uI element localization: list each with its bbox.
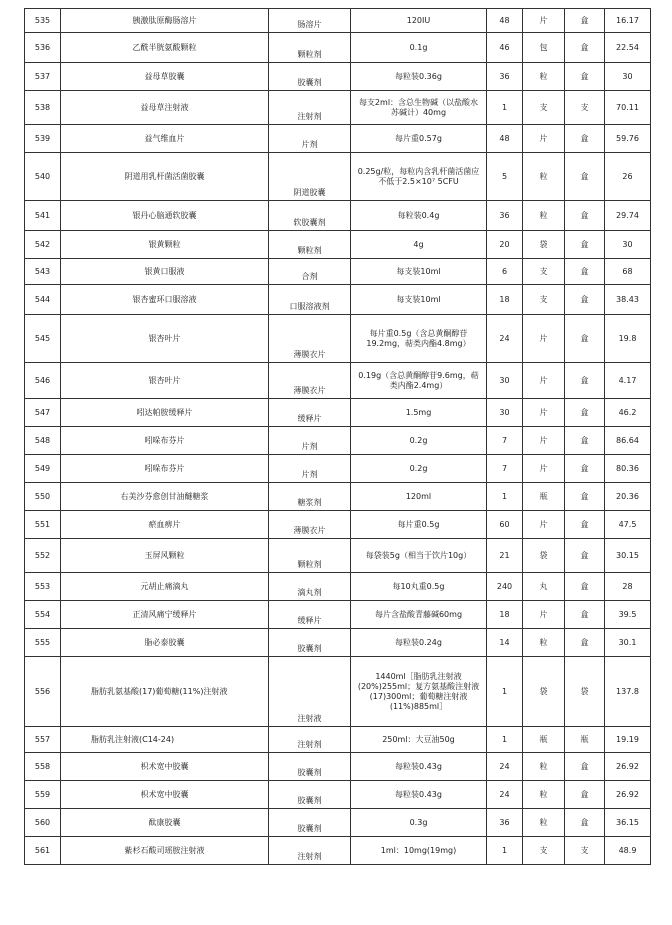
row-number-cell: 535 — [25, 9, 61, 33]
drug-name-cell: 酞康胶囊 — [61, 809, 269, 837]
package-unit-cell: 盒 — [565, 753, 605, 781]
specification-cell: 0.2g — [351, 427, 487, 455]
row-number-cell: 548 — [25, 427, 61, 455]
drug-name-cell: 银黄颗粒 — [61, 231, 269, 259]
row-number-cell: 547 — [25, 399, 61, 427]
quantity-cell: 30 — [487, 363, 523, 399]
unit-cell: 粒 — [523, 809, 565, 837]
quantity-cell: 60 — [487, 511, 523, 539]
row-number-cell: 543 — [25, 259, 61, 285]
table-row — [25, 63, 651, 91]
package-unit-cell: 盒 — [565, 315, 605, 363]
unit-cell: 片 — [523, 455, 565, 483]
dosage-form-cell: 胶囊剂 — [269, 63, 351, 91]
price-cell: 19.8 — [605, 315, 651, 363]
price-cell: 46.2 — [605, 399, 651, 427]
drug-name-cell: 银杏叶片 — [61, 315, 269, 363]
unit-cell: 袋 — [523, 539, 565, 573]
package-unit-cell: 盒 — [565, 201, 605, 231]
price-cell: 68 — [605, 259, 651, 285]
unit-cell: 片 — [523, 511, 565, 539]
package-unit-cell: 盒 — [565, 285, 605, 315]
drug-name-cell: 脂肪乳注射液(C14-24) — [61, 727, 269, 753]
quantity-cell: 30 — [487, 399, 523, 427]
drug-name-cell: 脂肪乳氨基酸(17)葡萄糖(11%)注射液 — [61, 657, 269, 727]
table-row — [25, 9, 651, 33]
drug-price-table — [24, 8, 651, 865]
unit-cell: 片 — [523, 363, 565, 399]
specification-cell: 120ml — [351, 483, 487, 511]
drug-name-cell: 瘀血痹片 — [61, 511, 269, 539]
package-unit-cell: 盒 — [565, 33, 605, 63]
row-number-cell: 561 — [25, 837, 61, 865]
dosage-form-cell: 软胶囊剂 — [269, 201, 351, 231]
table-row — [25, 511, 651, 539]
dosage-form-cell: 胶囊剂 — [269, 781, 351, 809]
table-row — [25, 201, 651, 231]
specification-cell: 每支装10ml — [351, 259, 487, 285]
price-cell: 137.8 — [605, 657, 651, 727]
package-unit-cell: 瓶 — [565, 727, 605, 753]
table-row — [25, 91, 651, 125]
table-row — [25, 483, 651, 511]
dosage-form-cell: 肠溶片 — [269, 9, 351, 33]
drug-name-cell: 脂必泰胶囊 — [61, 629, 269, 657]
package-unit-cell: 盒 — [565, 9, 605, 33]
unit-cell: 丸 — [523, 573, 565, 601]
price-cell: 36.15 — [605, 809, 651, 837]
row-number-cell: 537 — [25, 63, 61, 91]
package-unit-cell: 袋 — [565, 657, 605, 727]
price-cell: 19.19 — [605, 727, 651, 753]
price-cell: 48.9 — [605, 837, 651, 865]
unit-cell: 粒 — [523, 781, 565, 809]
unit-cell: 袋 — [523, 657, 565, 727]
quantity-cell: 1 — [487, 727, 523, 753]
price-cell: 22.54 — [605, 33, 651, 63]
specification-cell: 250ml：大豆油50g — [351, 727, 487, 753]
price-cell: 30 — [605, 63, 651, 91]
price-cell: 26.92 — [605, 781, 651, 809]
table-row — [25, 315, 651, 363]
quantity-cell: 14 — [487, 629, 523, 657]
specification-cell: 0.3g — [351, 809, 487, 837]
dosage-form-cell: 薄膜衣片 — [269, 315, 351, 363]
drug-name-cell: 右美沙芬愈创甘油醚糖浆 — [61, 483, 269, 511]
drug-name-cell: 胰激肽原酶肠溶片 — [61, 9, 269, 33]
unit-cell: 粒 — [523, 63, 565, 91]
dosage-form-cell: 注射液 — [269, 657, 351, 727]
row-number-cell: 560 — [25, 809, 61, 837]
unit-cell: 片 — [523, 315, 565, 363]
table-row — [25, 259, 651, 285]
quantity-cell: 21 — [487, 539, 523, 573]
dosage-form-cell: 注射剂 — [269, 91, 351, 125]
package-unit-cell: 盒 — [565, 511, 605, 539]
price-cell: 30 — [605, 231, 651, 259]
quantity-cell: 24 — [487, 753, 523, 781]
row-number-cell: 539 — [25, 125, 61, 153]
unit-cell: 支 — [523, 259, 565, 285]
dosage-form-cell: 片剂 — [269, 125, 351, 153]
package-unit-cell: 盒 — [565, 399, 605, 427]
row-number-cell: 555 — [25, 629, 61, 657]
specification-cell: 每支装10ml — [351, 285, 487, 315]
dosage-form-cell: 片剂 — [269, 455, 351, 483]
unit-cell: 支 — [523, 837, 565, 865]
quantity-cell: 46 — [487, 33, 523, 63]
specification-cell: 每粒装0.43g — [351, 781, 487, 809]
price-cell: 47.5 — [605, 511, 651, 539]
drug-name-cell: 银丹心脑通软胶囊 — [61, 201, 269, 231]
drug-name-cell: 乙酰半胱氨酸颗粒 — [61, 33, 269, 63]
table-row — [25, 455, 651, 483]
unit-cell: 粒 — [523, 201, 565, 231]
unit-cell: 片 — [523, 601, 565, 629]
drug-name-cell: 玉屏风颗粒 — [61, 539, 269, 573]
specification-cell: 每粒装0.24g — [351, 629, 487, 657]
drug-name-cell: 枳术宽中胶囊 — [61, 781, 269, 809]
unit-cell: 粒 — [523, 153, 565, 201]
price-cell: 26.92 — [605, 753, 651, 781]
dosage-form-cell: 胶囊剂 — [269, 809, 351, 837]
drug-name-cell: 银杏叶片 — [61, 363, 269, 399]
quantity-cell: 48 — [487, 125, 523, 153]
row-number-cell: 556 — [25, 657, 61, 727]
quantity-cell: 24 — [487, 781, 523, 809]
table-row — [25, 399, 651, 427]
price-cell: 30.15 — [605, 539, 651, 573]
row-number-cell: 536 — [25, 33, 61, 63]
package-unit-cell: 盒 — [565, 539, 605, 573]
package-unit-cell: 盒 — [565, 231, 605, 259]
row-number-cell: 552 — [25, 539, 61, 573]
unit-cell: 支 — [523, 91, 565, 125]
package-unit-cell: 支 — [565, 837, 605, 865]
quantity-cell: 36 — [487, 809, 523, 837]
quantity-cell: 1 — [487, 483, 523, 511]
specification-cell: 每粒装0.4g — [351, 201, 487, 231]
row-number-cell: 541 — [25, 201, 61, 231]
quantity-cell: 5 — [487, 153, 523, 201]
table-row — [25, 363, 651, 399]
table-row — [25, 539, 651, 573]
drug-name-cell: 正清风痛宁缓释片 — [61, 601, 269, 629]
unit-cell: 包 — [523, 33, 565, 63]
dosage-form-cell: 颗粒剂 — [269, 33, 351, 63]
drug-name-cell: 益母草胶囊 — [61, 63, 269, 91]
unit-cell: 瓶 — [523, 483, 565, 511]
price-cell: 4.17 — [605, 363, 651, 399]
drug-name-cell: 枳术宽中胶囊 — [61, 753, 269, 781]
dosage-form-cell: 注射剂 — [269, 837, 351, 865]
specification-cell: 0.19g（含总黄酮醇苷9.6mg，萜类内酯2.4mg） — [351, 363, 487, 399]
drug-name-cell: 吲达帕胺缓释片 — [61, 399, 269, 427]
quantity-cell: 36 — [487, 63, 523, 91]
table-row — [25, 33, 651, 63]
dosage-form-cell: 薄膜衣片 — [269, 363, 351, 399]
price-cell: 28 — [605, 573, 651, 601]
dosage-form-cell: 颗粒剂 — [269, 231, 351, 259]
dosage-form-cell: 阴道胶囊 — [269, 153, 351, 201]
package-unit-cell: 盒 — [565, 363, 605, 399]
specification-cell: 120IU — [351, 9, 487, 33]
unit-cell: 粒 — [523, 753, 565, 781]
specification-cell: 每片含盐酸青藤碱60mg — [351, 601, 487, 629]
package-unit-cell: 盒 — [565, 483, 605, 511]
dosage-form-cell: 缓释片 — [269, 399, 351, 427]
quantity-cell: 1 — [487, 91, 523, 125]
specification-cell: 每袋装5g（相当于饮片10g） — [351, 539, 487, 573]
quantity-cell: 36 — [487, 201, 523, 231]
package-unit-cell: 盒 — [565, 427, 605, 455]
table-row — [25, 837, 651, 865]
specification-cell: 每片重0.57g — [351, 125, 487, 153]
unit-cell: 袋 — [523, 231, 565, 259]
package-unit-cell: 盒 — [565, 781, 605, 809]
table-row — [25, 153, 651, 201]
row-number-cell: 553 — [25, 573, 61, 601]
specification-cell: 4g — [351, 231, 487, 259]
drug-name-cell: 银黄口服液 — [61, 259, 269, 285]
dosage-form-cell: 注射剂 — [269, 727, 351, 753]
unit-cell: 支 — [523, 285, 565, 315]
row-number-cell: 540 — [25, 153, 61, 201]
quantity-cell: 7 — [487, 455, 523, 483]
price-cell: 86.64 — [605, 427, 651, 455]
dosage-form-cell: 颗粒剂 — [269, 539, 351, 573]
package-unit-cell: 盒 — [565, 259, 605, 285]
table-row — [25, 601, 651, 629]
price-cell: 20.36 — [605, 483, 651, 511]
package-unit-cell: 盒 — [565, 125, 605, 153]
unit-cell: 瓶 — [523, 727, 565, 753]
specification-cell: 每片重0.5g — [351, 511, 487, 539]
row-number-cell: 542 — [25, 231, 61, 259]
price-cell: 80.36 — [605, 455, 651, 483]
unit-cell: 片 — [523, 125, 565, 153]
row-number-cell: 549 — [25, 455, 61, 483]
unit-cell: 粒 — [523, 629, 565, 657]
table-row — [25, 753, 651, 781]
dosage-form-cell: 片剂 — [269, 427, 351, 455]
price-cell: 26 — [605, 153, 651, 201]
table-row — [25, 809, 651, 837]
unit-cell: 片 — [523, 399, 565, 427]
drug-name-cell: 紫杉石酸司瑶胺注射液 — [61, 837, 269, 865]
price-cell: 29.74 — [605, 201, 651, 231]
package-unit-cell: 盒 — [565, 809, 605, 837]
quantity-cell: 20 — [487, 231, 523, 259]
dosage-form-cell: 合剂 — [269, 259, 351, 285]
quantity-cell: 7 — [487, 427, 523, 455]
drug-name-cell: 吲哚布芬片 — [61, 455, 269, 483]
package-unit-cell: 盒 — [565, 63, 605, 91]
dosage-form-cell: 胶囊剂 — [269, 753, 351, 781]
table-body — [25, 9, 651, 865]
price-cell: 39.5 — [605, 601, 651, 629]
specification-cell: 每支2ml：含总生物碱（以盐酸水苏碱计）40mg — [351, 91, 487, 125]
quantity-cell: 1 — [487, 837, 523, 865]
specification-cell: 每粒装0.43g — [351, 753, 487, 781]
specification-cell: 每10丸重0.5g — [351, 573, 487, 601]
row-number-cell: 550 — [25, 483, 61, 511]
dosage-form-cell: 口服溶液剂 — [269, 285, 351, 315]
specification-cell: 0.1g — [351, 33, 487, 63]
table-row — [25, 231, 651, 259]
dosage-form-cell: 缓释片 — [269, 601, 351, 629]
specification-cell: 1440ml［脂肪乳注射液(20%)255ml；复方氨基酸注射液(17)300ml；葡萄糖注射液(11%)885ml］ — [351, 657, 487, 727]
specification-cell: 0.25g/粒，每粒内含乳杆菌活菌应不低于2.5×10⁷ 5CFU — [351, 153, 487, 201]
price-cell: 38.43 — [605, 285, 651, 315]
package-unit-cell: 盒 — [565, 573, 605, 601]
table-row — [25, 657, 651, 727]
row-number-cell: 558 — [25, 753, 61, 781]
drug-name-cell: 益母草注射液 — [61, 91, 269, 125]
specification-cell: 1.5mg — [351, 399, 487, 427]
quantity-cell: 1 — [487, 657, 523, 727]
specification-cell: 0.2g — [351, 455, 487, 483]
row-number-cell: 546 — [25, 363, 61, 399]
price-cell: 70.11 — [605, 91, 651, 125]
row-number-cell: 538 — [25, 91, 61, 125]
dosage-form-cell: 薄膜衣片 — [269, 511, 351, 539]
quantity-cell: 18 — [487, 601, 523, 629]
drug-name-cell: 吲哚布芬片 — [61, 427, 269, 455]
unit-cell: 片 — [523, 9, 565, 33]
row-number-cell: 545 — [25, 315, 61, 363]
table-row — [25, 781, 651, 809]
quantity-cell: 24 — [487, 315, 523, 363]
specification-cell: 1ml：10mg(19mg) — [351, 837, 487, 865]
dosage-form-cell: 滴丸剂 — [269, 573, 351, 601]
row-number-cell: 544 — [25, 285, 61, 315]
quantity-cell: 48 — [487, 9, 523, 33]
table-row — [25, 285, 651, 315]
drug-name-cell: 银杏蜜环口服溶液 — [61, 285, 269, 315]
package-unit-cell: 盒 — [565, 153, 605, 201]
price-cell: 59.76 — [605, 125, 651, 153]
table-row — [25, 573, 651, 601]
package-unit-cell: 盒 — [565, 455, 605, 483]
row-number-cell: 559 — [25, 781, 61, 809]
specification-cell: 每粒装0.36g — [351, 63, 487, 91]
table-row — [25, 727, 651, 753]
dosage-form-cell: 胶囊剂 — [269, 629, 351, 657]
package-unit-cell: 支 — [565, 91, 605, 125]
table-row — [25, 427, 651, 455]
table-row — [25, 629, 651, 657]
price-cell: 30.1 — [605, 629, 651, 657]
dosage-form-cell: 糖浆剂 — [269, 483, 351, 511]
row-number-cell: 557 — [25, 727, 61, 753]
unit-cell: 片 — [523, 427, 565, 455]
package-unit-cell: 盒 — [565, 601, 605, 629]
drug-name-cell: 益气维血片 — [61, 125, 269, 153]
quantity-cell: 6 — [487, 259, 523, 285]
row-number-cell: 551 — [25, 511, 61, 539]
drug-name-cell: 元胡止痛滴丸 — [61, 573, 269, 601]
package-unit-cell: 盒 — [565, 629, 605, 657]
specification-cell: 每片重0.5g（含总黄酮醇苷19.2mg，萜类内酯4.8mg） — [351, 315, 487, 363]
row-number-cell: 554 — [25, 601, 61, 629]
table-row — [25, 125, 651, 153]
price-cell: 16.17 — [605, 9, 651, 33]
quantity-cell: 18 — [487, 285, 523, 315]
drug-name-cell: 阴道用乳杆菌活菌胶囊 — [61, 153, 269, 201]
quantity-cell: 240 — [487, 573, 523, 601]
